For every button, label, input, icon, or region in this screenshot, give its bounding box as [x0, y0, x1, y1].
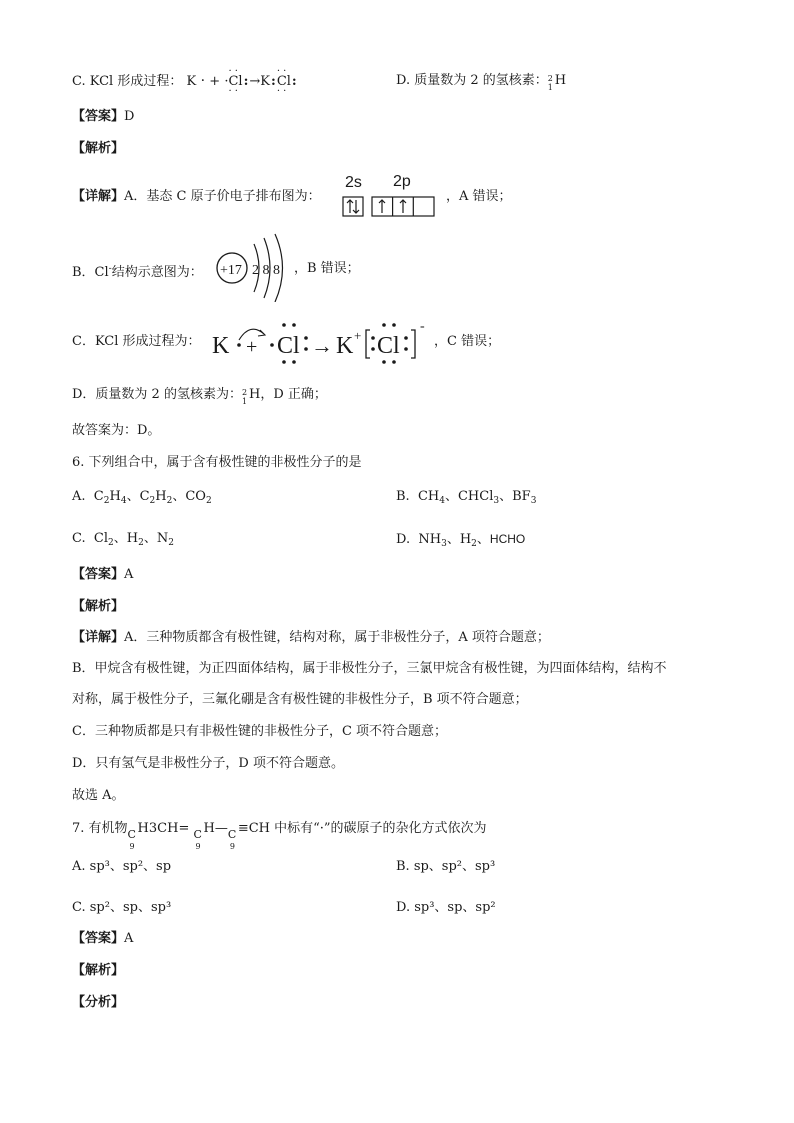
orbital-diagram — [338, 170, 438, 220]
q5-option-c — [72, 72, 298, 91]
electron-dot — [382, 323, 386, 327]
answer-label: 【答案】 — [72, 109, 125, 124]
q7-fragment: ≡CH 中标有“·”的碳原子的杂化方式依次为 — [237, 821, 487, 836]
answer-value: A — [124, 931, 134, 946]
q7-option-b: B. sp、sp²、sp³ — [396, 859, 496, 874]
positive-charge: + — [354, 328, 362, 343]
electron-dot — [392, 360, 396, 364]
q5-analysis-label: 【解析】 — [72, 141, 125, 156]
electron-pair: : — [243, 74, 249, 89]
carbon-mark: 9 — [229, 842, 235, 851]
mass-number: 2 — [241, 388, 248, 397]
option-c-label: C. — [72, 531, 86, 546]
detail-d-end: ，D 正确； — [260, 387, 327, 402]
chlorine-dotted — [277, 73, 291, 91]
electron-dot — [292, 323, 296, 327]
electron-dot — [404, 336, 408, 340]
carbon-symbol: C — [127, 828, 136, 841]
carbon-symbol: C — [227, 828, 237, 841]
chlorine-symbol: Cl — [228, 74, 243, 89]
q7-stem-prefix: 7. 有机物 — [72, 821, 128, 836]
orbital-2s-label: 2s — [345, 174, 362, 191]
electron-dot — [282, 360, 286, 364]
chlorine-dotted — [228, 73, 242, 91]
option-b-label: B. — [396, 489, 410, 504]
nucleus-charge: +17 — [220, 263, 242, 278]
atomic-number: 1 — [241, 397, 248, 406]
plus-sign: + — [246, 336, 258, 358]
charge-sup: - — [108, 264, 112, 274]
atomic-structure-diagram — [214, 232, 294, 302]
right-bracket — [411, 330, 415, 358]
detail-label: 【详解】 — [72, 630, 125, 645]
carbon-symbol: C — [193, 828, 202, 841]
isotope-notation — [242, 386, 249, 404]
q5-option-d-label: D. 质量数为 2 的氢核素： — [396, 73, 548, 88]
potassium-ion: K — [336, 333, 354, 359]
q7-answer — [72, 930, 133, 948]
q5-option-d — [396, 72, 566, 90]
arrow: → — [311, 333, 333, 358]
carbon-mark: 9 — [129, 842, 135, 851]
electron-dot — [392, 323, 396, 327]
electron-dot: · — [196, 73, 206, 89]
chlorine-symbol: Cl — [277, 333, 300, 359]
q7-fragment: H3CH= — [137, 821, 190, 836]
atomic-number: 1 — [547, 83, 553, 92]
electron-pair: : — [291, 74, 297, 89]
q6-answer — [72, 566, 133, 584]
chloride-symbol: Cl — [377, 333, 400, 359]
electron-dot — [371, 336, 375, 340]
orbital-2s-box — [343, 197, 363, 216]
electron-dot — [292, 360, 296, 364]
electron-dot — [371, 347, 375, 351]
electron-dot — [282, 323, 286, 327]
q5-detail-a — [72, 188, 321, 206]
q6-option-a: A. $C_2H_4$、$C_2H_2$、$CO_2$ — [72, 489, 212, 506]
q6-stem: 6. 下列组合中，属于含有极性键的非极性分子的是 — [72, 455, 362, 470]
q6-detail-1 — [72, 629, 550, 647]
electron-dot — [304, 336, 308, 340]
option-a-label: A. — [72, 489, 86, 504]
q6-conclusion: 故选 A。 — [72, 788, 125, 803]
q7-option-c: C. sp²、sp、sp³ — [72, 900, 172, 915]
q5-detail-d — [72, 386, 327, 404]
answer-label: 【答案】 — [72, 567, 125, 582]
detail-a-end: ，A 错误； — [446, 189, 512, 204]
q6-option-b: B. $CH_4$、CHCl$_3$、$BF_3$ — [396, 489, 537, 506]
detail-c-end: ，C 错误； — [434, 334, 501, 349]
chlorine-symbol: Cl — [276, 74, 291, 89]
shell-electrons: 2 8 8 — [252, 263, 280, 278]
up-electron-icon — [400, 200, 406, 213]
q7-fenxi-label: 【分析】 — [72, 995, 125, 1010]
detail-label: 【详解】 — [72, 189, 125, 204]
q6-detail-5: D．只有氢气是非极性分子，D 项不符合题意。 — [72, 756, 344, 771]
electron-dot: · — [224, 74, 229, 89]
q5-conclusion: 故答案为：D。 — [72, 423, 161, 438]
q7-fragment: H— — [203, 821, 228, 836]
detail-a-text: A．基态 C 原子价电子排布图为： — [124, 189, 321, 204]
negative-charge: - — [420, 319, 425, 334]
kcl-formation-diagram — [208, 312, 438, 370]
option-d-label: D. — [396, 532, 411, 547]
electron-dot — [237, 343, 241, 347]
left-bracket — [366, 330, 370, 358]
electron-pair: : — [271, 74, 276, 89]
q5-detail-b — [72, 260, 203, 282]
q5-answer — [72, 108, 134, 126]
detail-b-end: ，B 错误； — [294, 261, 360, 276]
electron-dot — [304, 347, 308, 351]
detail-d-text: D．质量数为 2 的氢核素为： — [72, 387, 242, 402]
detail-b-text: 结构示意图为： — [111, 265, 203, 280]
q6-detail-4: C．三种物质都是只有非极性键的非极性分子，C 项不符合题意； — [72, 724, 448, 739]
electron-dot — [270, 343, 274, 347]
q6-detail-3: 对称，属于极性分子，三氟化硼是含有极性键的非极性分子，B 项不符合题意； — [72, 692, 528, 707]
detail-text: A．三种物质都含有极性键，结构对称，属于非极性分子，A 项符合题意； — [124, 630, 550, 645]
q7-option-d: D. sp³、sp、sp² — [396, 900, 496, 915]
isotope-notation — [548, 72, 555, 90]
answer-value: A — [124, 567, 134, 582]
q6-option-c: C. $Cl_2$、$H_2$、$N_2$ — [72, 531, 174, 548]
paired-electrons-icon — [347, 200, 359, 213]
q7-option-a: A. sp³、sp²、sp — [72, 859, 172, 874]
mass-number: 2 — [547, 74, 553, 83]
q5-detail-c: C．KCl 形成过程为： — [72, 334, 201, 349]
q7-stem — [72, 820, 487, 851]
hydrogen-symbol: H — [554, 73, 567, 88]
plus-sign: + — [209, 74, 221, 89]
q6-detail-2: B．甲烷含有极性键，为正四面体结构，属于非极性分子，三氯甲烷含有极性键，为四面体结构，结构不 — [72, 661, 667, 676]
answer-value: D — [124, 109, 135, 124]
potassium-symbol: K — [212, 333, 230, 359]
arrow: → — [249, 74, 261, 89]
q7-analysis-label: 【解析】 — [72, 963, 125, 978]
detail-b-prefix: B．Cl — [72, 265, 109, 280]
q6-analysis-label: 【解析】 — [72, 599, 125, 614]
orbital-2p-label: 2p — [393, 173, 411, 190]
up-electron-icon — [379, 200, 385, 213]
q5-option-c-label: C. KCl 形成过程： — [72, 74, 183, 89]
potassium-symbol: K — [186, 74, 197, 89]
answer-label: 【答案】 — [72, 931, 125, 946]
carbon-mark: 9 — [195, 842, 201, 851]
hydrogen-symbol: H — [248, 387, 261, 402]
electron-dot — [382, 360, 386, 364]
q6-option-d: D. $NH_3$、$H_2$、HCHO — [396, 532, 526, 549]
potassium-symbol: K — [260, 74, 270, 89]
electron-dot — [404, 347, 408, 351]
